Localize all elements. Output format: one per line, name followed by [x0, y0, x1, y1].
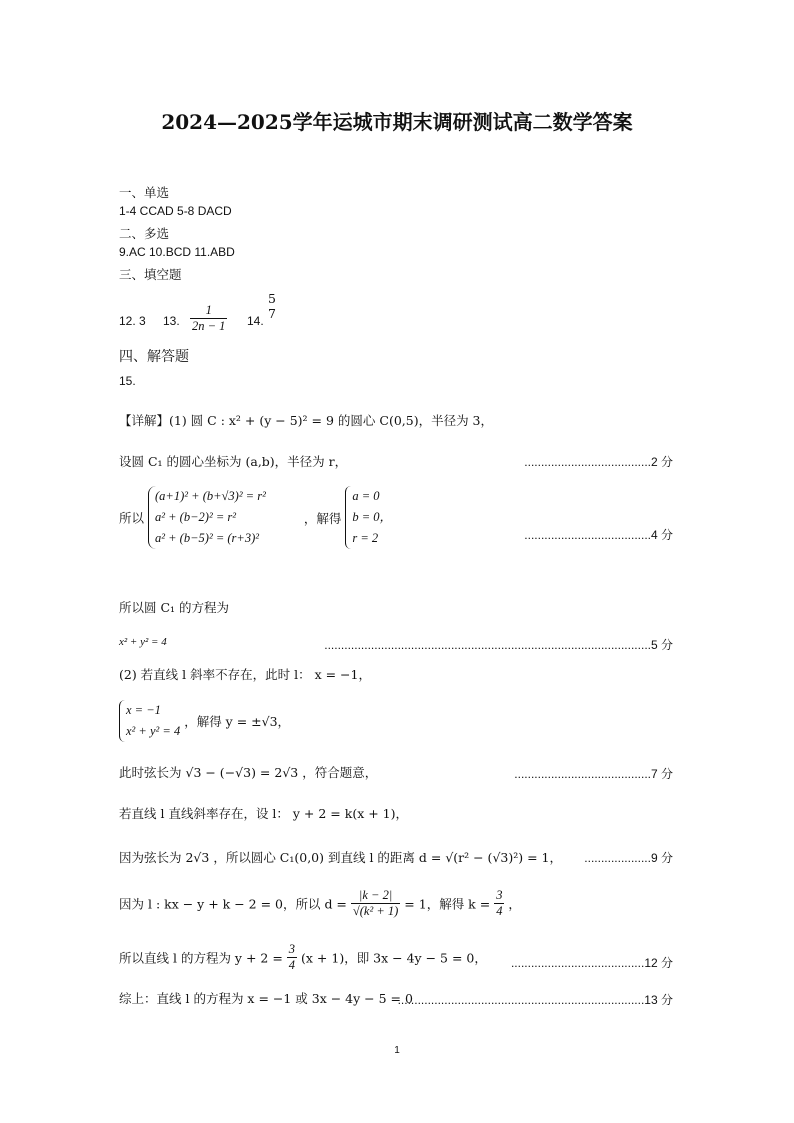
answer-12: 12. 3 [119, 314, 146, 328]
answer-14-numerator: 5 [268, 291, 276, 306]
solution-line-3-prefix: 所以 [119, 510, 145, 526]
distance-numerator: |k − 2| [358, 888, 393, 902]
equation-system-1 [148, 486, 266, 549]
solution-line-3-mid: ，解得 [303, 510, 342, 526]
solution-line-10: 因为弦长为 2√3 ，所以圆心 C₁(0,0) 到直线 l 的距离 d = √(r² − (√3)²) = 1， [119, 850, 562, 865]
score-7: .........................................7 分 [514, 767, 673, 781]
system-1-eq-1: (a+1)² + (b+√3)² = r² [155, 489, 266, 503]
system-3-eq-1: x = −1 [126, 703, 161, 717]
solution-line-11-b: = 1，解得 k = [404, 896, 491, 912]
section-multi-choice-heading: 二、多选 [119, 226, 170, 241]
answer-14-fraction [266, 291, 278, 321]
multi-choice-answers: 9.AC 10.BCD 11.ABD [119, 245, 235, 259]
score-9: ....................9 分 [584, 851, 673, 865]
score-2: ......................................2 分 [524, 455, 673, 469]
slope-numerator: 3 [288, 942, 296, 956]
section-single-choice-heading: 一、单选 [119, 185, 170, 200]
score-5: ..................................................................................................5 分 [324, 638, 673, 652]
solution-line-11-a: 因为 l : kx − y + k − 2 = 0，所以 d = [119, 896, 347, 912]
single-choice-answers: 1-4 CCAD 5-8 DACD [119, 204, 232, 218]
solution-line-6: (2) 若直线 l 斜率不存在，此时 l： x = −1， [119, 667, 371, 682]
solution-line-12-b: (x + 1)，即 3x − 4y − 5 = 0， [301, 950, 487, 966]
answer-13-denominator: 2n − 1 [192, 319, 226, 333]
score-4: ......................................4 分 [524, 528, 673, 542]
system-1-eq-2: a² + (b−2)² = r² [155, 510, 236, 524]
distance-denominator: √(k² + 1) [352, 904, 399, 918]
solution-line-4: 所以圆 C₁ 的方程为 [119, 600, 230, 615]
solution-line-11 [119, 888, 521, 919]
solution-system-3-block [119, 700, 290, 742]
answer-14-denominator: 7 [268, 306, 276, 321]
system-2-eq-3: r = 2 [352, 531, 379, 545]
page-title: 2024—2025学年运城市期末调研测试高二数学答案 [161, 110, 633, 134]
solution-system-block [119, 486, 392, 549]
answer-13-fraction [190, 303, 227, 334]
slope-denominator: 4 [288, 958, 296, 972]
answer-14-label: 14. [247, 314, 264, 328]
solution-line-13: 综上：直线 l 的方程为 x = −1 或 3x − 4y − 5 = 0 [119, 991, 413, 1006]
page-number: 1 [394, 1045, 400, 1056]
k-denominator: 4 [496, 904, 503, 918]
system-2-eq-1: a = 0 [352, 489, 380, 503]
solution-line-1: 【详解】(1) 圆 C : x² + (y − 5)² = 9 的圆心 C(0,5)，半径为 3， [119, 413, 493, 428]
solution-line-2: 设圆 C₁ 的圆心坐标为 (a,b)，半径为 r， [119, 454, 348, 469]
solution-line-9: 若直线 l 直线斜率存在，设 l： y + 2 = k(x + 1)， [119, 806, 408, 821]
section-fill-blank-heading: 三、填空题 [119, 267, 182, 282]
solution-line-8: 此时弦长为 √3 − (−√3) = 2√3 ，符合题意， [119, 765, 378, 780]
k-numerator: 3 [496, 888, 503, 902]
question-15-label: 15. [119, 374, 136, 388]
score-12: ........................................12 分 [510, 956, 673, 970]
system-1-eq-3: a² + (b−5)² = (r+3)² [155, 531, 259, 545]
system-3-eq-2: x² + y² = 4 [126, 724, 181, 738]
solution-line-12-a: 所以直线 l 的方程为 y + 2 = [119, 950, 283, 966]
equation-system-2 [345, 486, 392, 549]
solution-line-5: x² + y² = 4 [119, 636, 167, 648]
score-13: ..........................................................................13 分 [397, 993, 673, 1007]
solution-line-7-tail: ，解得 y = ±√3， [184, 714, 291, 729]
solution-line-11-c: ， [508, 896, 521, 912]
solution-line-12 [119, 942, 487, 973]
equation-system-3 [119, 700, 180, 742]
system-2-eq-2: b = 0， [352, 510, 393, 524]
answer-13-numerator: 1 [205, 303, 212, 317]
answer-13-label: 13. [163, 314, 180, 328]
section-solve-heading: 四、解答题 [119, 349, 189, 365]
